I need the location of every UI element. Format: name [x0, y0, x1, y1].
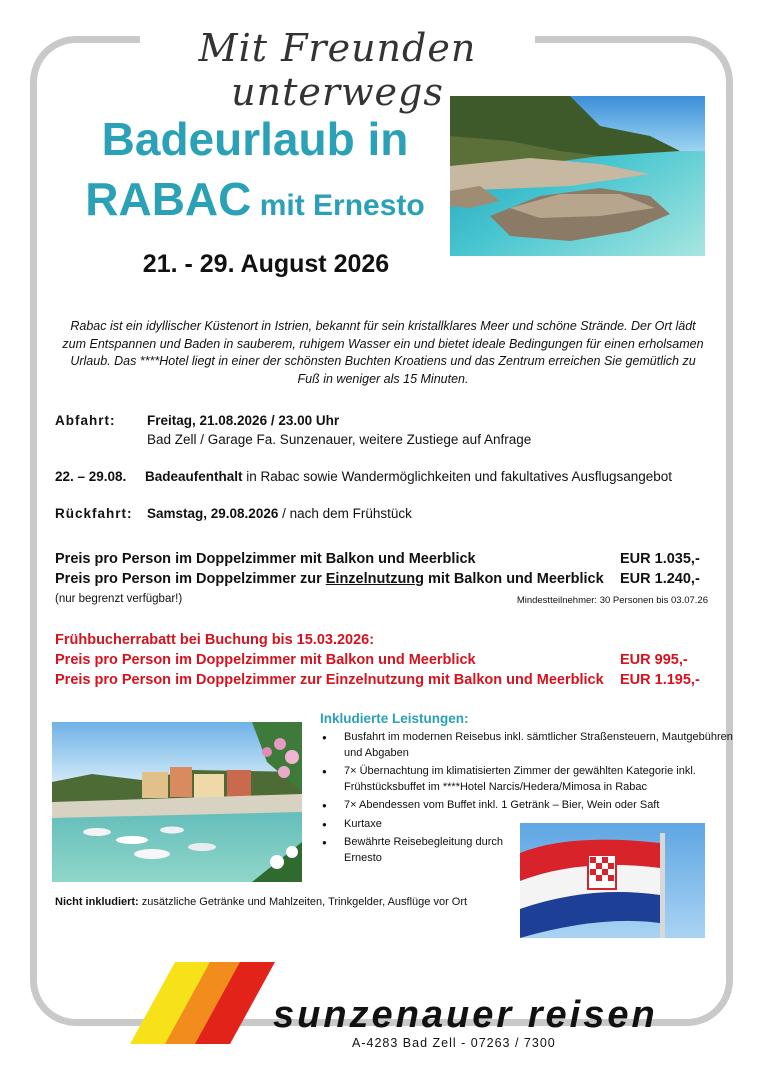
included-item: ● Busfahrt im modernen Reisebus inkl. sämtlicher Straßensteuern, Mautgebühren und Abgaben [344, 730, 739, 761]
early-bird-heading: Frühbucherrabatt bei Buchung bis 15.03.2026: [55, 632, 375, 648]
price-double-label: Preis pro Person im Doppelzimmer mit Balkon und Meerblick [55, 551, 476, 567]
limited-note: (nur begrenzt verfügbar!) [55, 593, 183, 605]
coast-photo [450, 96, 705, 256]
intro-text: Rabac ist ein idyllischer Küstenort in Istrien, bekannt für sein kristallklares Meer und schöne Strände. Der Ort lädt zum Entspannen und Baden in sauberem, ruhigem Wasser ein und bietet ideale Bedingungen für einen erholsamen Urlaub. Das ****Hotel liegt in einer der schönsten Buchten Kroatiens und das Zentrum erreichen Sie gemütlich zu Fuß in weniger als 15 Minuten. [62, 319, 704, 386]
price-single-label-b: mit Balkon und Meerblick [424, 571, 604, 587]
harbor-photo [52, 722, 302, 882]
stay-details: in Rabac sowie Wandermöglichkeiten und fakultatives Ausflugsangebot [242, 469, 673, 484]
early-bird-single-label: Preis pro Person im Doppelzimmer zur Einzelnutzung mit Balkon und Meerblick [55, 672, 604, 688]
price-single [55, 571, 700, 587]
included-item: ● 7× Abendessen vom Buffet inkl. 1 Getränk – Bier, Wein oder Saft [344, 798, 739, 814]
page-title-line2 [60, 172, 450, 226]
brand-name: sunzenauer reisen [273, 994, 658, 1036]
not-included-label: Nicht inkludiert: [55, 896, 139, 908]
croatian-flag-photo [520, 823, 705, 938]
price-double [55, 551, 700, 567]
stay-dates: 22. – 29.08. [55, 469, 127, 484]
slogan: Mit Freunden unterwegs [198, 26, 477, 114]
included-heading: Inkludierte Leistungen: [320, 711, 469, 726]
included-item: ● 7× Übernachtung im klimatisierten Zimmer der gewählten Kategorie inkl. Frühstücksbuffet im ****Hotel Narcis/Hedera/Mimosa in Rabac [344, 764, 739, 795]
not-included-text: zusätzliche Getränke und Mahlzeiten, Trinkgelder, Ausflüge vor Ort [138, 896, 468, 908]
price-single-label-a: Preis pro Person im Doppelzimmer zur [55, 571, 326, 587]
early-bird-double [55, 652, 700, 668]
early-bird-double-amount: EUR 995,- [620, 652, 688, 668]
early-bird-double-label: Preis pro Person im Doppelzimmer mit Balkon und Meerblick [55, 652, 476, 668]
early-bird-single [55, 672, 700, 688]
departure-date: Freitag, 21.08.2026 / 23.00 Uhr [147, 413, 340, 428]
return-label: Rückfahrt: [55, 506, 133, 521]
price-single-label-underlined: Einzelnutzung [325, 571, 425, 587]
price-single-amount: EUR 1.240,- [620, 571, 700, 587]
early-bird-single-amount: EUR 1.195,- [620, 672, 700, 688]
min-participants: Mindestteilnehmer: 30 Personen bis 03.07.26 [516, 595, 708, 606]
destination-name: RABAC [85, 173, 252, 225]
title-with-guide: mit Ernesto [251, 189, 425, 222]
return-row [55, 506, 412, 521]
departure-location: Bad Zell / Garage Fa. Sunzenauer, weitere Zustiege auf Anfrage [147, 432, 532, 447]
page-title: Badeurlaub in [101, 113, 409, 165]
departure-label: Abfahrt: [55, 413, 116, 428]
included-item: ● Kurtaxe [344, 817, 739, 833]
brand-logo-stripes [130, 962, 275, 1044]
brand-address: A-4283 Bad Zell - 07263 / 7300 [352, 1036, 556, 1050]
included-item: ● Bewährte Reisebegleitung durch Ernesto [344, 835, 509, 866]
stay-title: Badeaufenthalt [145, 469, 243, 484]
travel-dates: 21. - 29. August 2026 [142, 250, 390, 278]
price-double-amount: EUR 1.035,- [620, 551, 700, 567]
stay-row [55, 469, 672, 484]
not-included [55, 896, 467, 908]
return-date: Samstag, 29.08.2026 [147, 506, 279, 521]
departure-row [55, 413, 339, 428]
return-details: / nach dem Frühstück [278, 506, 412, 521]
price-notes [55, 593, 710, 605]
